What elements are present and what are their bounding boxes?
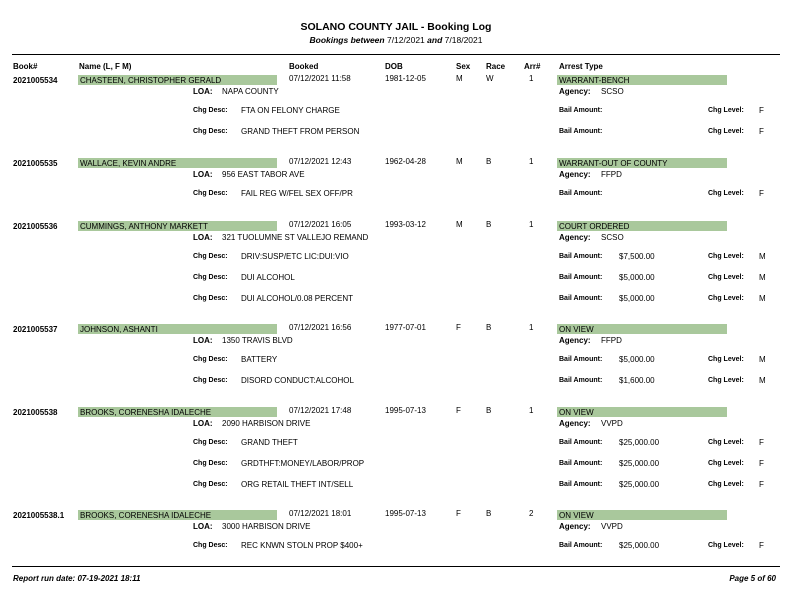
subtitle-and: and — [427, 35, 443, 45]
bail-amount-label: Bail Amount: — [559, 253, 603, 260]
race: W — [486, 74, 494, 83]
agency-value: VVPD — [601, 419, 623, 428]
chg-level-label: Chg Level: — [708, 274, 744, 281]
race: B — [486, 509, 492, 518]
arrest-count: 1 — [529, 406, 534, 415]
race: B — [486, 157, 492, 166]
loa-label: LOA: — [193, 87, 213, 96]
inmate-name: WALLACE, KEVIN ANDRE — [80, 159, 177, 168]
charge-description: DRIV:SUSP/ETC LIC:DUI:VIO — [241, 252, 349, 261]
sex: F — [456, 323, 461, 332]
col-name: Name (L, F M) — [79, 62, 132, 71]
charge-description: DISORD CONDUCT:ALCOHOL — [241, 376, 354, 385]
chg-desc-label: Chg Desc: — [193, 542, 228, 549]
booked-datetime: 07/12/2021 18:01 — [289, 509, 352, 518]
chg-level-label: Chg Level: — [708, 439, 744, 446]
date-of-birth: 1995-07-13 — [385, 509, 426, 518]
inmate-name: JOHNSON, ASHANTI — [80, 325, 158, 334]
loa-value: 2090 HARBISON DRIVE — [222, 419, 311, 428]
booking-number: 2021005534 — [13, 76, 58, 85]
col-dob: DOB — [385, 62, 403, 71]
charge-level: F — [759, 541, 764, 550]
col-race: Race — [486, 62, 506, 71]
chg-desc-label: Chg Desc: — [193, 190, 228, 197]
arrest-type: ON VIEW — [559, 408, 594, 417]
date-of-birth: 1962-04-28 — [385, 157, 426, 166]
arrest-type: COURT ORDERED — [559, 222, 630, 231]
chg-desc-label: Chg Desc: — [193, 295, 228, 302]
inmate-name: CHASTEEN, CHRISTOPHER GERALD — [80, 76, 222, 85]
chg-desc-label: Chg Desc: — [193, 439, 228, 446]
charge-level: F — [759, 459, 764, 468]
charge-description: ORG RETAIL THEFT INT/SELL — [241, 480, 354, 489]
agency-value: FFPD — [601, 170, 622, 179]
bail-amount-label: Bail Amount: — [559, 377, 603, 384]
subtitle-prefix: Bookings between — [309, 35, 385, 45]
agency-label: Agency: — [559, 522, 591, 531]
loa-label: LOA: — [193, 233, 213, 242]
inmate-name: BROOKS, CORENESHA IDALECHE — [80, 511, 212, 520]
charge-level: M — [759, 294, 766, 303]
loa-value: 956 EAST TABOR AVE — [222, 170, 305, 179]
chg-desc-label: Chg Desc: — [193, 356, 228, 363]
col-arrest-type: Arrest Type — [559, 62, 603, 71]
date-of-birth: 1981-12-05 — [385, 74, 426, 83]
bail-amount: $5,000.00 — [619, 294, 655, 303]
col-arr: Arr# — [524, 62, 541, 71]
chg-level-label: Chg Level: — [708, 460, 744, 467]
race: B — [486, 323, 492, 332]
race: B — [486, 220, 492, 229]
agency-label: Agency: — [559, 233, 591, 242]
date-to: 7/18/2021 — [444, 35, 483, 45]
chg-level-label: Chg Level: — [708, 190, 744, 197]
arrest-count: 2 — [529, 509, 534, 518]
col-book: Book# — [13, 62, 38, 71]
bail-amount-label: Bail Amount: — [559, 128, 603, 135]
charge-description: GRAND THEFT FROM PERSON — [241, 127, 360, 136]
date-of-birth: 1995-07-13 — [385, 406, 426, 415]
agency-label: Agency: — [559, 336, 591, 345]
sex: M — [456, 74, 463, 83]
bail-amount-label: Bail Amount: — [559, 107, 603, 114]
bail-amount: $5,000.00 — [619, 273, 655, 282]
booking-number: 2021005538.1 — [13, 511, 65, 520]
charge-level: F — [759, 438, 764, 447]
page-number: Page 5 of 60 — [729, 574, 776, 583]
arrest-type: WARRANT-BENCH — [559, 76, 630, 85]
date-of-birth: 1993-03-12 — [385, 220, 426, 229]
race: B — [486, 406, 492, 415]
bail-amount: $25,000.00 — [619, 459, 660, 468]
bail-amount: $1,600.00 — [619, 376, 655, 385]
loa-label: LOA: — [193, 419, 213, 428]
booking-number: 2021005538 — [13, 408, 58, 417]
booked-datetime: 07/12/2021 17:48 — [289, 406, 352, 415]
booked-datetime: 07/12/2021 16:56 — [289, 323, 352, 332]
chg-level-label: Chg Level: — [708, 481, 744, 488]
bail-amount: $25,000.00 — [619, 541, 660, 550]
charge-level: M — [759, 376, 766, 385]
col-booked: Booked — [289, 62, 319, 71]
loa-value: 321 TUOLUMNE ST VALLEJO REMAND — [222, 233, 369, 242]
loa-label: LOA: — [193, 336, 213, 345]
agency-value: FFPD — [601, 336, 622, 345]
sex: M — [456, 157, 463, 166]
charge-level: F — [759, 127, 764, 136]
date-of-birth: 1977-07-01 — [385, 323, 426, 332]
arrest-type: WARRANT-OUT OF COUNTY — [559, 159, 668, 168]
arrest-type: ON VIEW — [559, 325, 594, 334]
footer-rule — [12, 566, 780, 567]
loa-label: LOA: — [193, 522, 213, 531]
agency-label: Agency: — [559, 170, 591, 179]
charge-level: M — [759, 252, 766, 261]
arrest-type: ON VIEW — [559, 511, 594, 520]
arrest-count: 1 — [529, 157, 534, 166]
booked-datetime: 07/12/2021 16:05 — [289, 220, 352, 229]
bail-amount: $25,000.00 — [619, 438, 660, 447]
chg-desc-label: Chg Desc: — [193, 253, 228, 260]
charge-level: M — [759, 273, 766, 282]
bail-amount-label: Bail Amount: — [559, 274, 603, 281]
charge-description: GRDTHFT:MONEY/LABOR/PROP — [241, 459, 365, 468]
chg-level-label: Chg Level: — [708, 253, 744, 260]
loa-value: 1350 TRAVIS BLVD — [222, 336, 293, 345]
charge-description: DUI ALCOHOL — [241, 273, 295, 282]
bail-amount-label: Bail Amount: — [559, 460, 603, 467]
col-sex: Sex — [456, 62, 471, 71]
chg-desc-label: Chg Desc: — [193, 107, 228, 114]
bail-amount: $7,500.00 — [619, 252, 655, 261]
inmate-name: CUMMINGS, ANTHONY MARKETT — [80, 222, 208, 231]
chg-desc-label: Chg Desc: — [193, 460, 228, 467]
charge-level: F — [759, 189, 764, 198]
report-title: SOLANO COUNTY JAIL - Booking Log — [300, 21, 492, 33]
chg-desc-label: Chg Desc: — [193, 481, 228, 488]
chg-level-label: Chg Level: — [708, 128, 744, 135]
bail-amount-label: Bail Amount: — [559, 481, 603, 488]
chg-desc-label: Chg Desc: — [193, 377, 228, 384]
charge-description: DUI ALCOHOL/0.08 PERCENT — [241, 294, 354, 303]
loa-value: 3000 HARBISON DRIVE — [222, 522, 311, 531]
bail-amount-label: Bail Amount: — [559, 439, 603, 446]
booking-number: 2021005536 — [13, 222, 58, 231]
booking-number: 2021005535 — [13, 159, 58, 168]
sex: F — [456, 406, 461, 415]
chg-level-label: Chg Level: — [708, 295, 744, 302]
chg-desc-label: Chg Desc: — [193, 128, 228, 135]
header-rule — [12, 54, 780, 55]
booked-datetime: 07/12/2021 11:58 — [289, 74, 351, 83]
agency-label: Agency: — [559, 419, 591, 428]
loa-value: NAPA COUNTY — [222, 87, 279, 96]
chg-level-label: Chg Level: — [708, 107, 744, 114]
charge-level: F — [759, 106, 764, 115]
charge-description: FTA ON FELONY CHARGE — [241, 106, 340, 115]
agency-label: Agency: — [559, 87, 591, 96]
agency-value: SCSO — [601, 87, 624, 96]
charge-description: REC KNWN STOLN PROP $400+ — [241, 541, 363, 550]
charge-description: BATTERY — [241, 355, 278, 364]
arrest-count: 1 — [529, 323, 534, 332]
date-from: 7/12/2021 — [386, 35, 425, 45]
agency-value: SCSO — [601, 233, 624, 242]
chg-level-label: Chg Level: — [708, 356, 744, 363]
booked-datetime: 07/12/2021 12:43 — [289, 157, 352, 166]
bail-amount-label: Bail Amount: — [559, 356, 603, 363]
bail-amount-label: Bail Amount: — [559, 542, 603, 549]
bail-amount-label: Bail Amount: — [559, 295, 603, 302]
booking-number: 2021005537 — [13, 325, 58, 334]
charge-level: M — [759, 355, 766, 364]
chg-level-label: Chg Level: — [708, 542, 744, 549]
report-run-date: Report run date: 07-19-2021 18:11 — [13, 574, 141, 583]
bail-amount-label: Bail Amount: — [559, 190, 603, 197]
inmate-name: BROOKS, CORENESHA IDALECHE — [80, 408, 212, 417]
bail-amount: $5,000.00 — [619, 355, 655, 364]
chg-desc-label: Chg Desc: — [193, 274, 228, 281]
agency-value: VVPD — [601, 522, 623, 531]
charge-level: F — [759, 480, 764, 489]
sex: F — [456, 509, 461, 518]
chg-level-label: Chg Level: — [708, 377, 744, 384]
charge-description: FAIL REG W/FEL SEX OFF/PR — [241, 189, 353, 198]
loa-label: LOA: — [193, 170, 213, 179]
report-subtitle — [0, 35, 792, 45]
sex: M — [456, 220, 463, 229]
charge-description: GRAND THEFT — [241, 438, 298, 447]
arrest-count: 1 — [529, 220, 534, 229]
arrest-count: 1 — [529, 74, 534, 83]
bail-amount: $25,000.00 — [619, 480, 660, 489]
